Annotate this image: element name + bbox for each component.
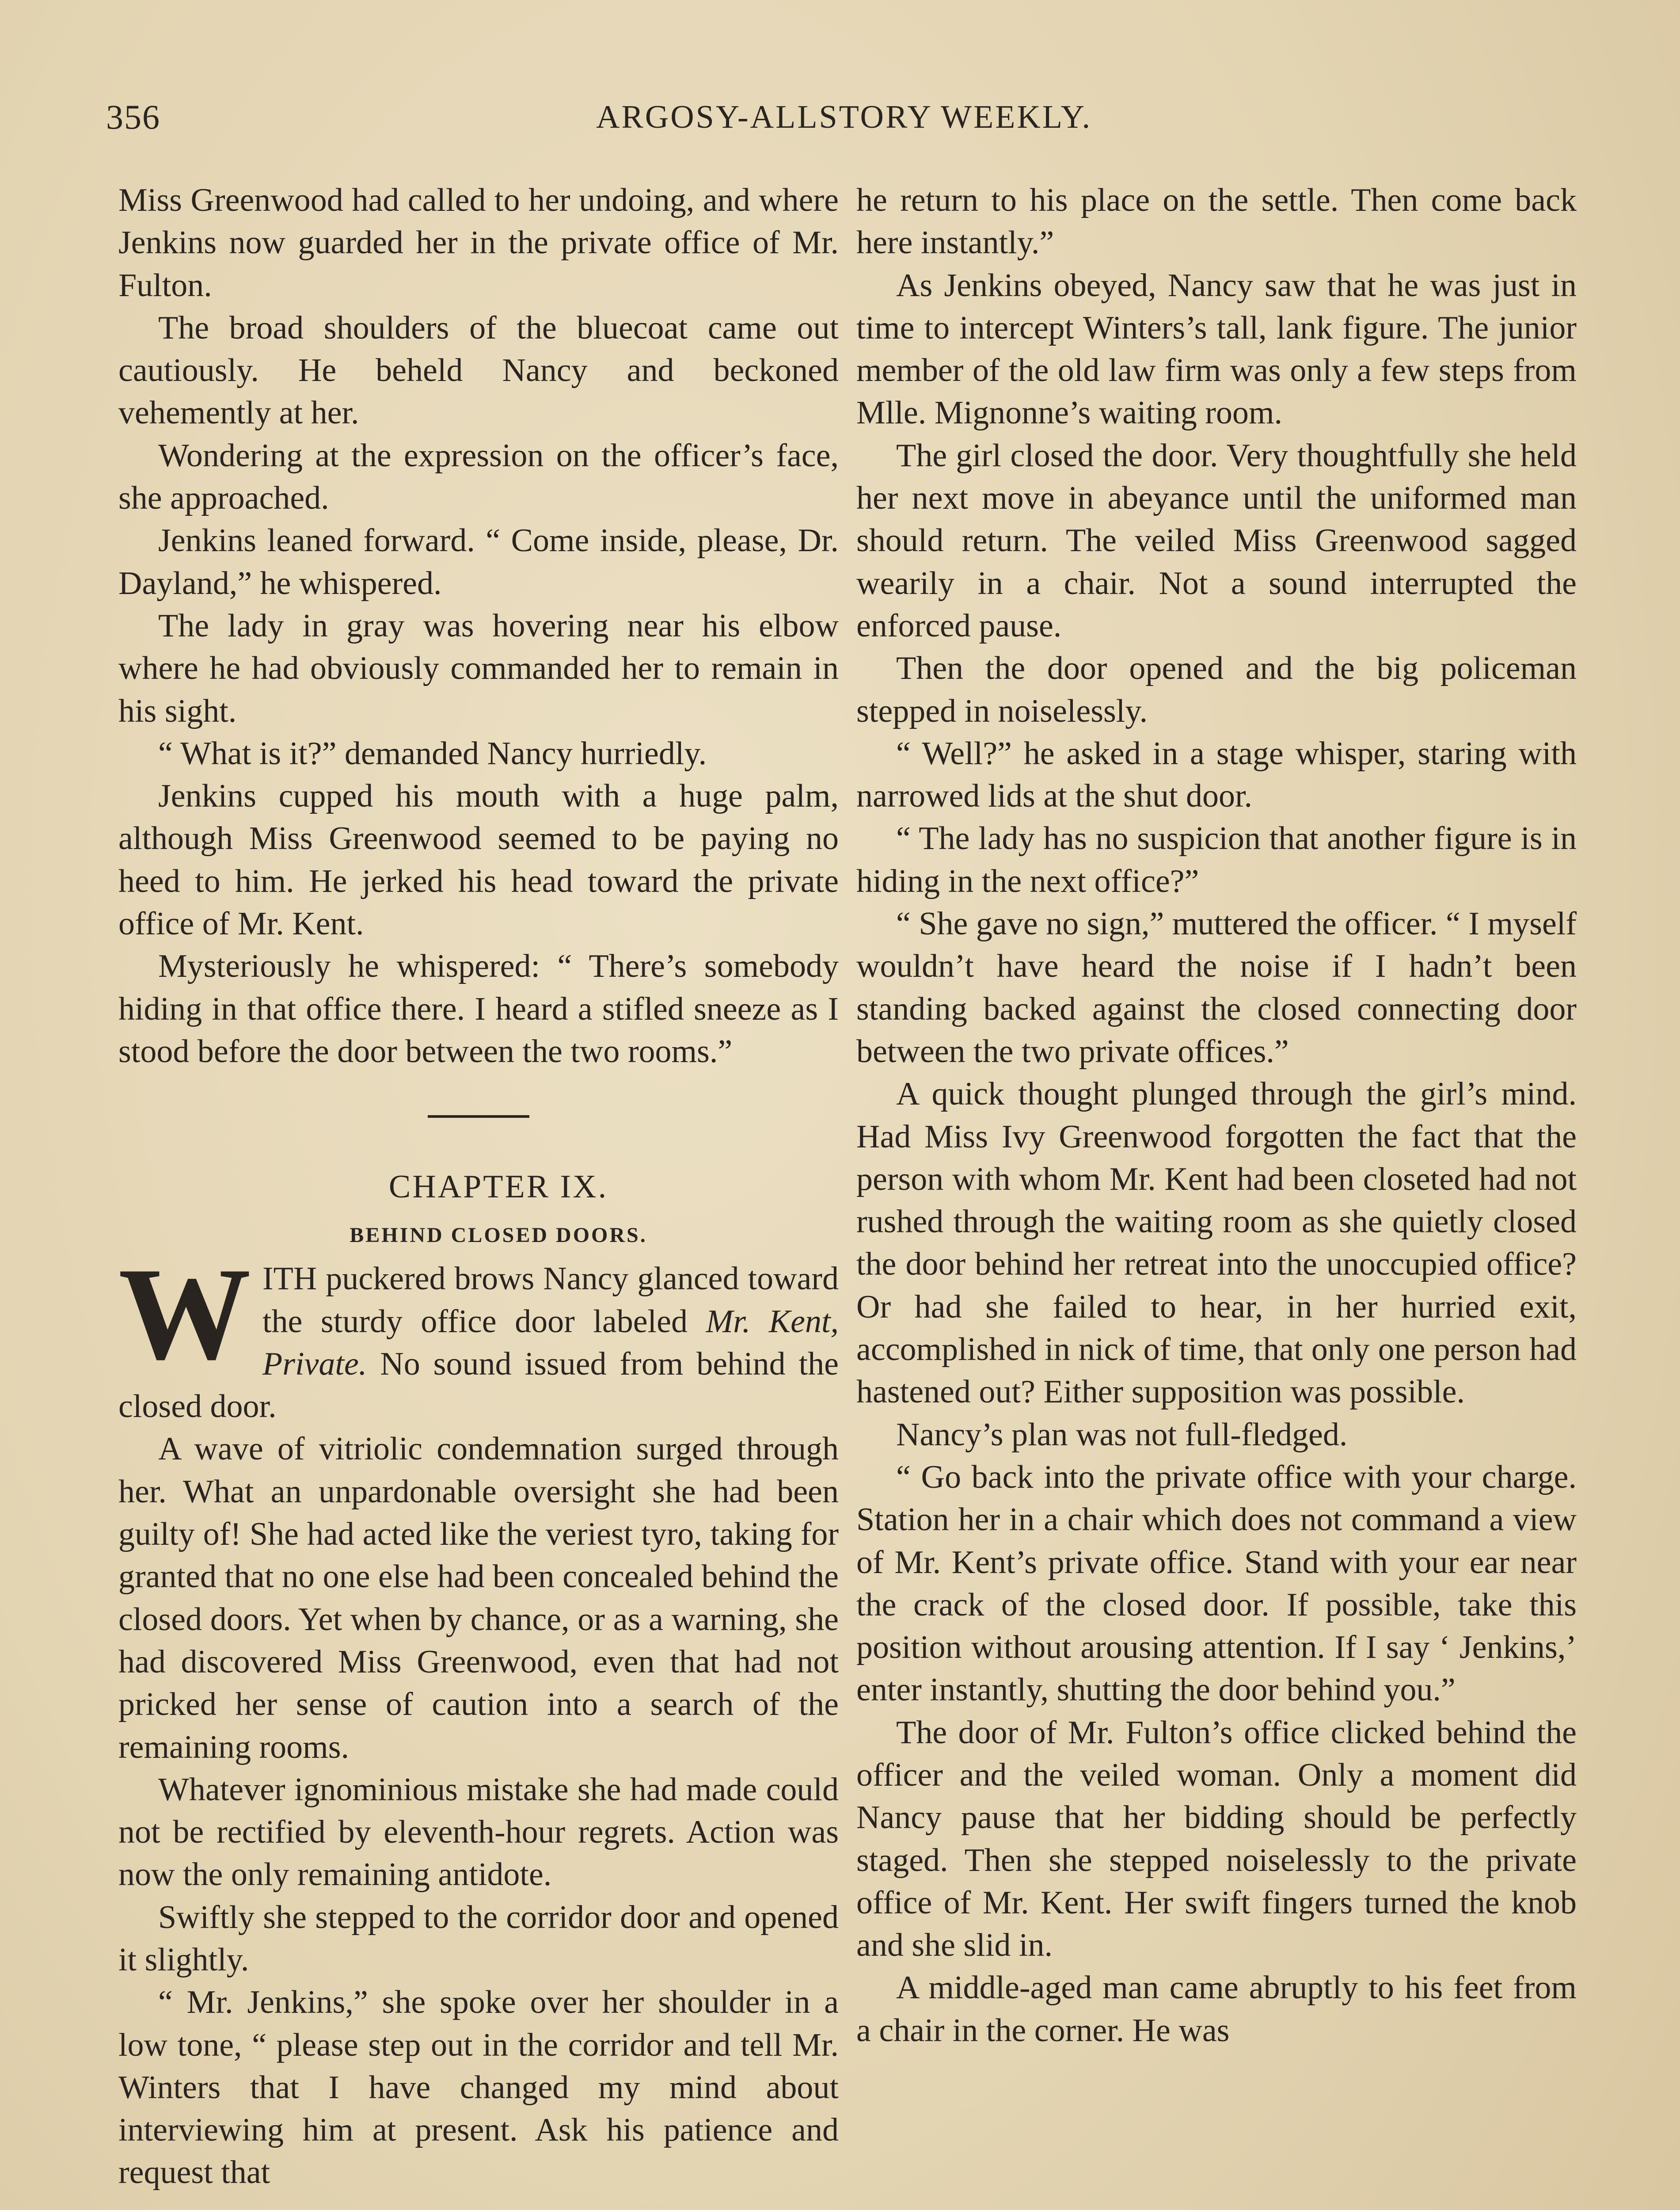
chapter-title: CHAPTER IX. <box>388 1169 608 1205</box>
paragraph-text: No sound issued from behind the closed door. <box>118 1345 839 1425</box>
paragraph: Swiftly she stepped to the corridor door and opened it slightly. <box>118 1899 839 1978</box>
page-number: 356 <box>106 98 160 136</box>
right-column <box>856 179 1577 2052</box>
paragraph: Miss Greenwood had called to her undoing, and where Jenkins now guarded her in the private office of Mr. Fulton. <box>118 182 839 304</box>
paragraph: A wave of vitriolic condemnation surged through her. What an unpardonable oversight she had been guilty of! She had acted like the veriest tyro, taking for granted that no one else had been concealed behind the closed doors. Yet when by chance, or as a warning, she had discovered Miss Greenwood, even that had not pricked her sense of caution into a search of the remaining rooms. <box>118 1431 839 1765</box>
door-label-text: Mr. Kent, Private. <box>262 1303 839 1382</box>
paragraph: The door of Mr. Fulton’s office clicked behind the officer and the veiled woman. Only a moment did Nancy pause that her bidding should be perfectly staged. Then she stepped noiselessly to the private office of Mr. Kent. Her swift fingers turned the knob and she slid in. <box>856 1714 1577 1964</box>
paragraph: Jenkins cupped his mouth with a huge palm, although Miss Greenwood seemed to be paying no heed to him. He jerked his head toward the private office of Mr. Kent. <box>118 778 839 942</box>
paragraph: Mysteriously he whispered: “ There’s somebody hiding in that office there. I heard a stifled sneeze as I stood before the door between the two rooms.” <box>118 948 839 1070</box>
paragraph: Wondering at the expression on the officer’s face, she approached. <box>118 437 839 517</box>
paragraph: The lady in gray was hovering near his elbow where he had obviously commanded her to remain in his sight. <box>118 607 839 729</box>
left-column <box>118 179 839 2194</box>
paragraph: Whatever ignominious mistake she had made could not be rectified by eleventh-hour regrets. Action was now the only remaining antidote. <box>118 1771 839 1893</box>
page-header <box>106 93 1582 141</box>
paragraph: “ What is it?” demanded Nancy hurriedly. <box>158 735 707 772</box>
paragraph: “ Well?” he asked in a stage whisper, staring with narrowed lids at the shut door. <box>856 735 1577 815</box>
chapter-first-paragraph <box>118 1240 839 1428</box>
paragraph: Then the door opened and the big policeman stepped in noiselessly. <box>856 650 1577 729</box>
paragraph: The girl closed the door. Very thoughtfully she held her next move in abeyance until the uniformed man should return. The veiled Miss Greenwood sagged wearily in a chair. Not a sound interrupted the enforced pause. <box>856 437 1577 644</box>
paragraph-text: ITH puckered brows Nancy glanced toward the sturdy office door labeled <box>262 1261 839 1340</box>
paragraph: Nancy’s plan was not full-fledged. <box>896 1416 1348 1453</box>
chapter-divider <box>428 1115 529 1118</box>
running-title: ARGOSY-ALLSTORY WEEKLY. <box>596 99 1092 135</box>
paragraph: A middle-aged man came abruptly to his feet from a chair in the corner. He was <box>856 1970 1577 2049</box>
paragraph: “ Mr. Jenkins,” she spoke over her shoulder in a low tone, “ please step out in the corridor and tell Mr. Winters that I have changed my mind about interviewing him at present. Ask his patience and request that <box>118 1984 839 2191</box>
drop-cap: W <box>118 1240 251 1387</box>
paragraph: Jenkins leaned forward. “ Come inside, please, Dr. Dayland,” he whispered. <box>118 522 839 602</box>
paragraph: “ The lady has no suspicion that another figure is in hiding in the next office?” <box>856 820 1577 899</box>
paragraph: A quick thought plunged through the girl’s mind. Had Miss Ivy Greenwood forgotten the fact that the person with whom Mr. Kent had been closeted had not rushed through the waiting room as she quietly closed the door behind her retreat into the unoccupied office? Or had she failed to hear, in her hurried exit, accomplished in nick of time, that only one person had hastened out? Either supposition was possible. <box>856 1076 1577 1410</box>
paragraph: “ Go back into the private office with your charge. Station her in a chair which does not command a view of Mr. Kent’s private office. Stand with your ear near the crack of the closed door. If possible, take this position without arousing attention. If I say ‘ Jenkins,’ enter instantly, shutting the door behind you.” <box>856 1459 1577 1708</box>
paragraph: The broad shoulders of the bluecoat came out cautiously. He beheld Nancy and beckoned vehemently at her. <box>118 309 839 431</box>
paragraph: “ She gave no sign,” muttered the officer. “ I myself wouldn’t have heard the noise if I hadn’t been standing backed against the closed connecting door between the two private offices.” <box>856 906 1577 1070</box>
paragraph: he return to his place on the settle. Then come back here instantly.” <box>856 182 1577 261</box>
paragraph: As Jenkins obeyed, Nancy saw that he was just in time to intercept Winters’s tall, lank figure. The junior member of the old law firm was only a few steps from Mlle. Mignonne’s waiting room. <box>856 267 1577 431</box>
chapter-subtitle: BEHIND CLOSED DOORS. <box>350 1223 647 1247</box>
